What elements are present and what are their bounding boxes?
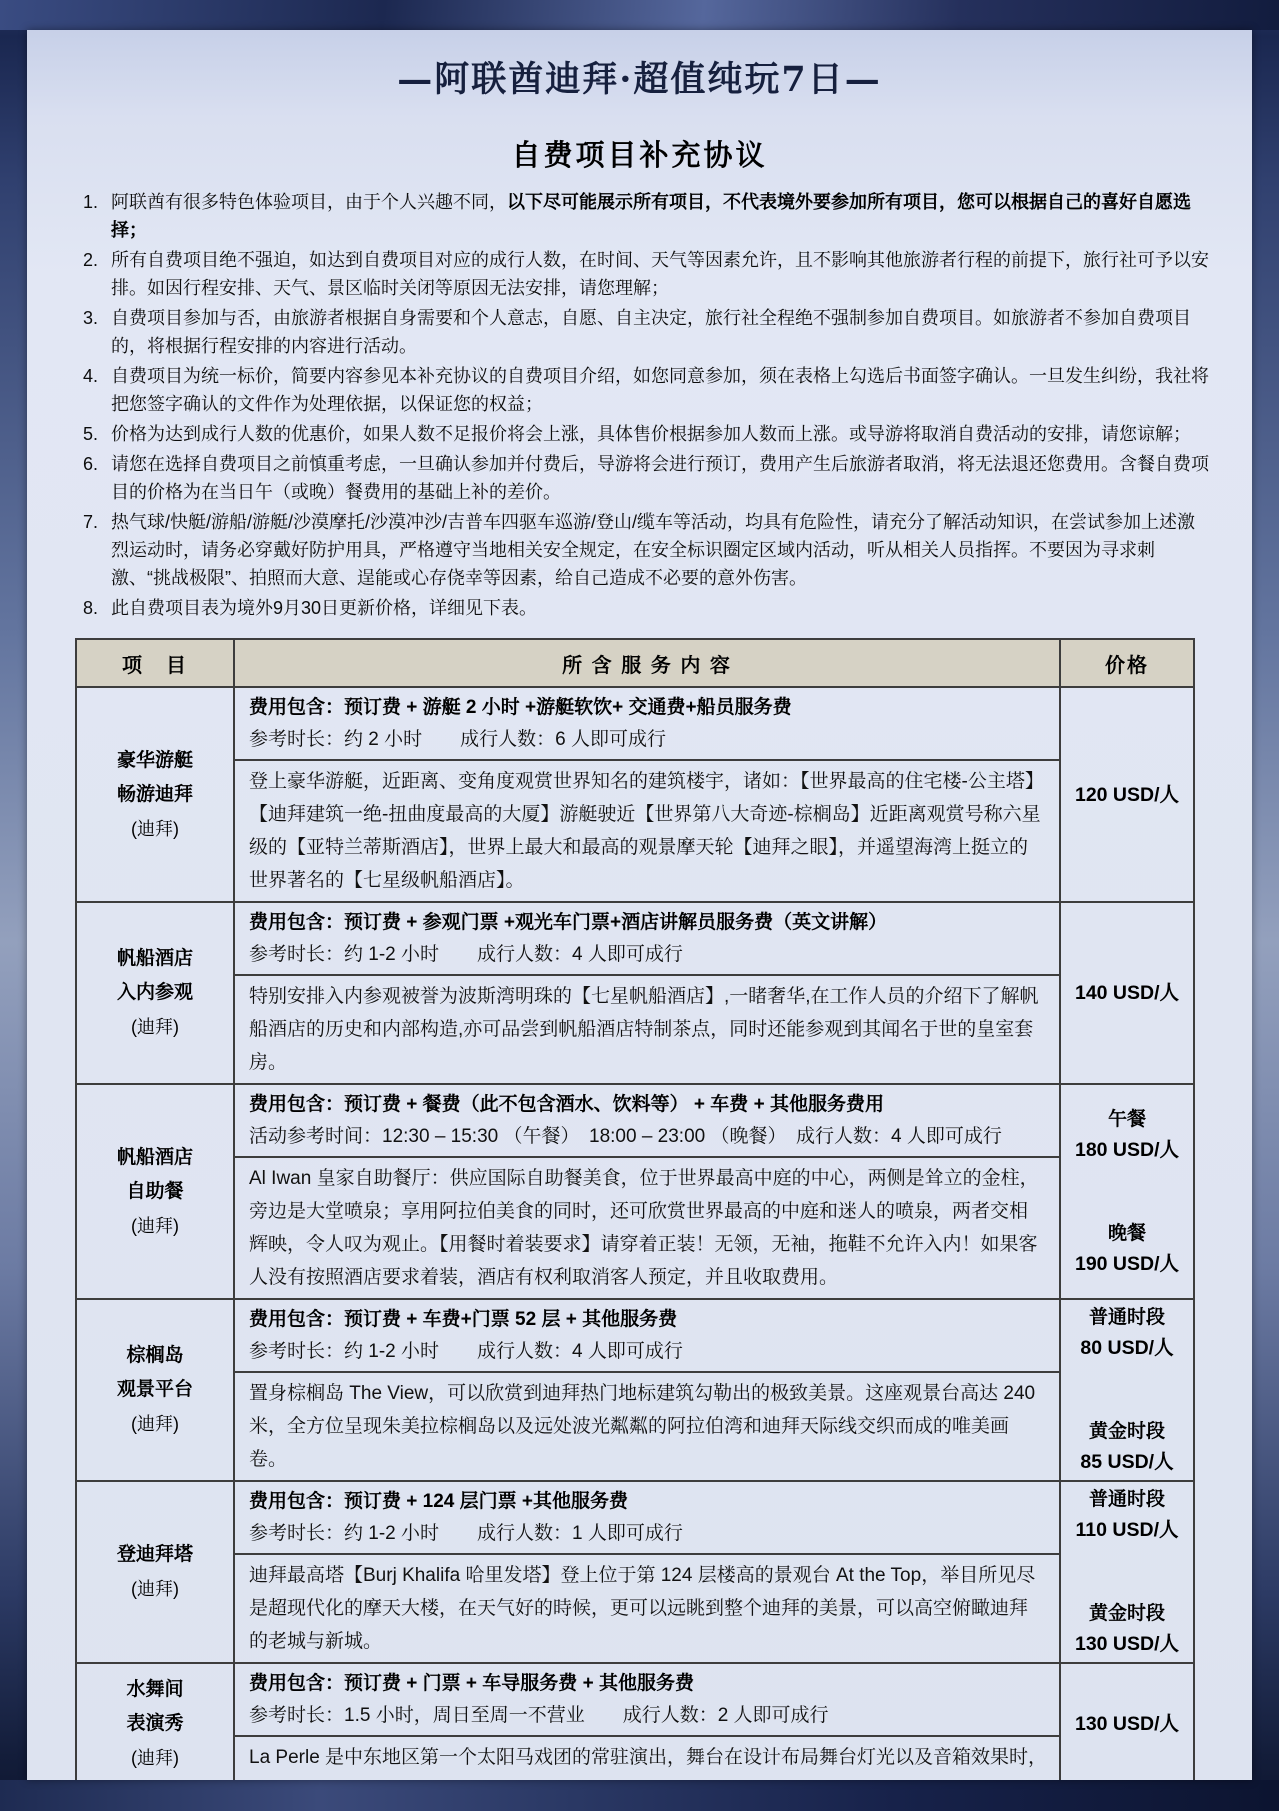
fee-includes-line: 费用包含：预订费 + 餐费（此不包含酒水、饮料等） + 车费 + 其他服务费用	[249, 1094, 884, 1115]
duration-groupsize-line: 活动参考时间：12:30 – 15:30 （午餐） 18:00 – 23:00 （晚餐） 成行人数：4 人即可成行	[249, 1126, 1002, 1147]
col-header-item: 项 目	[76, 639, 234, 687]
term-number: 3.	[83, 308, 99, 328]
content-cell	[234, 1299, 1060, 1481]
price-cell: 午餐 180 USD/人 晚餐 190 USD/人	[1060, 1084, 1194, 1299]
item-cell: 帆船酒店 自助餐 (迪拜)	[76, 1084, 234, 1299]
service-description: La Perle 是中东地区第一个太阳马戏团的常驻演出，舞台在设计布局舞台灯光以及音箱效果时，	[235, 1735, 1059, 1780]
duration-groupsize-line: 参考时长：约 2 小时 成行人数：6 人即可成行	[249, 729, 666, 750]
duration-groupsize-line: 参考时长：1.5 小时，周日至周一不营业 成行人数：2 人即可成行	[249, 1705, 829, 1726]
fee-includes-line: 费用包含：预订费 + 游艇 2 小时 +游艇软饮+ 交通费+船员服务费	[249, 697, 792, 718]
term-text: 自费项目参加与否，由旅游者根据自身需要和个人意志，自愿、自主决定，旅行社全程绝不强制参加自费项目。如旅游者不参加自费项目的，将根据行程安排的内容进行活动。	[111, 308, 1191, 356]
fee-includes-line: 费用包含：预订费 + 车费+门票 52 层 + 其他服务费	[249, 1309, 678, 1330]
term-number: 7.	[83, 512, 99, 532]
content-cell	[234, 902, 1060, 1084]
content-cell	[234, 1084, 1060, 1299]
item-cell: 棕榈岛 观景平台 (迪拜)	[76, 1299, 234, 1481]
term-text: 所有自费项目绝不强迫，如达到自费项目对应的成行人数，在时间、天气等因素允许，且不影响其他旅游者行程的前提下，旅行社可予以安排。如因行程安排、天气、景区临时关闭等原因无法安排，请您理解；	[111, 250, 1209, 298]
term-number: 2.	[83, 250, 99, 270]
duration-groupsize-line: 参考时长：约 1-2 小时 成行人数：4 人即可成行	[249, 944, 683, 965]
fee-table	[75, 638, 1195, 1780]
service-description: 特别安排入内参观被誉为波斯湾明珠的【七星帆船酒店】,一睹奢华,在工作人员的介绍下了解帆船酒店的历史和内部构造,亦可品尝到帆船酒店特制茶点，同时还能参观到其闻名于世的皇室套房。	[235, 974, 1059, 1083]
content-cell	[234, 687, 1060, 902]
service-description: 登上豪华游艇，近距离、变角度观赏世界知名的建筑楼宇，诸如：【世界最高的住宅楼-公主塔】【迪拜建筑一绝-扭曲度最高的大厦】游艇驶近【世界第八大奇迹-棕榈岛】近距离观赏号称六星级的【亚特兰蒂斯酒店】，世界上最大和最高的观景摩天轮【迪拜之眼】，并遥望海湾上挺立的世界著名的【七星级帆船酒店】。	[235, 759, 1059, 901]
document-panel	[27, 30, 1252, 1780]
term-number: 1.	[83, 192, 99, 212]
term-item	[83, 304, 1210, 360]
fee-table-body	[76, 687, 1194, 1780]
item-cell: 帆船酒店 入内参观 (迪拜)	[76, 902, 234, 1084]
term-text: 价格为达到成行人数的优惠价，如果人数不足报价将会上涨，具体售价根据参加人数而上涨。或导游将取消自费活动的安排，请您谅解；	[111, 424, 1191, 444]
fee-block	[235, 1300, 1059, 1371]
page-title: —阿联酋迪拜·超值纯玩7日—	[397, 59, 882, 100]
item-cell: 豪华游艇 畅游迪拜 (迪拜)	[76, 687, 234, 902]
term-text: 阿联酋有很多特色体验项目，由于个人兴趣不同，以下尽可能展示所有项目，不代表境外要参加所有项目，您可以根据自己的喜好自愿选择；	[111, 192, 1191, 240]
fee-includes-line: 费用包含：预订费 + 门票 + 车导服务费 + 其他服务费	[249, 1673, 694, 1694]
price-cell: 130 USD/人	[1060, 1663, 1194, 1780]
term-item	[83, 450, 1210, 506]
term-text: 此自费项目表为境外9月30日更新价格，详细见下表。	[111, 598, 538, 618]
table-row	[76, 1299, 1194, 1481]
agreement-title: 自费项目补充协议	[511, 140, 768, 172]
table-row	[76, 1663, 1194, 1780]
term-text: 热气球/快艇/游船/游艇/沙漠摩托/沙漠冲沙/吉普车四驱车巡游/登山/缆车等活动，均具有危险性，请充分了解活动知识，在尝试参加上述激烈运动时，请务必穿戴好防护用具，严格遵守当地相关安全规定，在安全标识圈定区域内活动，听从相关人员指挥。不要因为寻求刺激、“挑战极限”、拍照而大意、逞能或心存侥幸等因素，给自己造成不必要的意外伤害。	[111, 512, 1196, 588]
table-row	[76, 1084, 1194, 1299]
content-cell	[234, 1481, 1060, 1663]
service-description: 置身棕榈岛 The View，可以欣赏到迪拜热门地标建筑勾勒出的极致美景。这座观景台高达 240 米，全方位呈现朱美拉棕榈岛以及远处波光粼粼的阿拉伯湾和迪拜天际线交织而成的唯美画卷。	[235, 1371, 1059, 1480]
item-cell: 登迪拜塔 (迪拜)	[76, 1481, 234, 1663]
term-number: 6.	[83, 454, 99, 474]
term-number: 8.	[83, 598, 99, 618]
price-cell: 140 USD/人	[1060, 902, 1194, 1084]
fee-block	[235, 1482, 1059, 1553]
table-header-row	[76, 639, 1194, 687]
term-text: 请您在选择自费项目之前慎重考虑，一旦确认参加并付费后，导游将会进行预订，费用产生后旅游者取消，将无法退还您费用。含餐自费项目的价格为在当日午（或晚）餐费用的基础上补的差价。	[111, 454, 1209, 502]
price-cell: 普通时段 80 USD/人 黄金时段 85 USD/人	[1060, 1299, 1194, 1481]
table-row	[76, 687, 1194, 902]
term-item	[83, 420, 1210, 448]
price-cell: 120 USD/人	[1060, 687, 1194, 902]
fee-block	[235, 688, 1059, 759]
content-cell	[234, 1663, 1060, 1780]
fee-block	[235, 1085, 1059, 1156]
terms-list	[83, 188, 1210, 622]
term-number: 4.	[83, 366, 99, 386]
fee-includes-line: 费用包含：预订费 + 参观门票 +观光车门票+酒店讲解员服务费（英文讲解）	[249, 912, 888, 933]
term-item	[83, 594, 1210, 622]
table-row	[76, 902, 1194, 1084]
term-item	[83, 362, 1210, 418]
fee-block	[235, 1664, 1059, 1735]
term-text: 自费项目为统一标价，简要内容参见本补充协议的自费项目介绍，如您同意参加，须在表格上勾选后书面签字确认。一旦发生纠纷，我社将把您签字确认的文件作为处理依据，以保证您的权益；	[111, 366, 1209, 414]
duration-groupsize-line: 参考时长：约 1-2 小时 成行人数：4 人即可成行	[249, 1341, 683, 1362]
term-number: 5.	[83, 424, 99, 444]
col-header-price: 价格	[1060, 639, 1194, 687]
service-description: 迪拜最高塔【Burj Khalifa 哈里发塔】登上位于第 124 层楼高的景观台 At the Top，举目所见尽是超现代化的摩天大楼，在天气好的時候，更可以远眺到整个迪拜的美景，可以高空俯瞰迪拜的老城与新城。	[235, 1553, 1059, 1662]
term-item	[83, 188, 1210, 244]
term-item	[83, 246, 1210, 302]
background-photo-top-strip	[0, 0, 1279, 30]
table-row	[76, 1481, 1194, 1663]
item-cell: 水舞间 表演秀 (迪拜)	[76, 1663, 234, 1780]
fee-includes-line: 费用包含：预订费 + 124 层门票 +其他服务费	[249, 1491, 629, 1512]
service-description: Al Iwan 皇家自助餐厅：供应国际自助餐美食，位于世界最高中庭的中心，两侧是耸立的金柱，旁边是大堂喷泉；享用阿拉伯美食的同时，还可欣赏世界最高的中庭和迷人的喷泉，两者交相辉映，令人叹为观止。【用餐时着装要求】请穿着正装！无领，无袖，拖鞋不允许入内！如果客人没有按照酒店要求着装，酒店有权利取消客人预定，并且收取费用。	[235, 1156, 1059, 1298]
background-photo-bottom-strip	[0, 1780, 1279, 1811]
term-item	[83, 508, 1210, 592]
fee-block	[235, 903, 1059, 974]
col-header-content: 所 含 服 务 内 容	[234, 639, 1060, 687]
duration-groupsize-line: 参考时长：约 1-2 小时 成行人数：1 人即可成行	[249, 1523, 683, 1544]
price-cell: 普通时段 110 USD/人 黄金时段 130 USD/人	[1060, 1481, 1194, 1663]
